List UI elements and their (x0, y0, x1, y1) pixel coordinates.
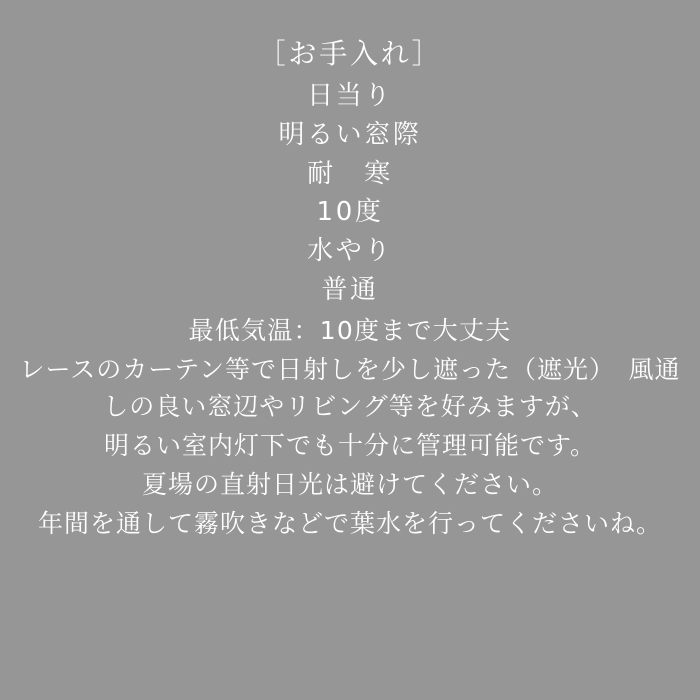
care-item-label-cold-tolerance: 耐 寒 (307, 158, 393, 189)
care-paragraph-misting: 年間を通して霧吹きなどで葉水を行ってくださいね。 (37, 508, 662, 538)
care-item-value-watering: 普通 (321, 275, 379, 306)
care-paragraph-summer-sun: 夏場の直射日光は避けてください。 (141, 469, 558, 499)
care-item-label-watering: 水やり (307, 236, 393, 267)
care-paragraph-indoor-light: 明るい室内灯下でも十分に管理可能です。 (103, 430, 596, 460)
care-item-value-sunlight: 明るい窓際 (278, 119, 422, 150)
care-item-label-sunlight: 日当り (307, 80, 393, 111)
care-card-title: ［お手入れ］ (257, 37, 443, 70)
care-item-value-cold-tolerance: 10度 (316, 197, 384, 228)
minimum-temperature-note: 最低気温：10度まで大丈夫 (188, 316, 512, 346)
care-paragraph-placement: レースのカーテン等で日射しを少し遮った（遮光） 風通しの良い窓辺やリビング等を好みますが、 (19, 354, 681, 421)
